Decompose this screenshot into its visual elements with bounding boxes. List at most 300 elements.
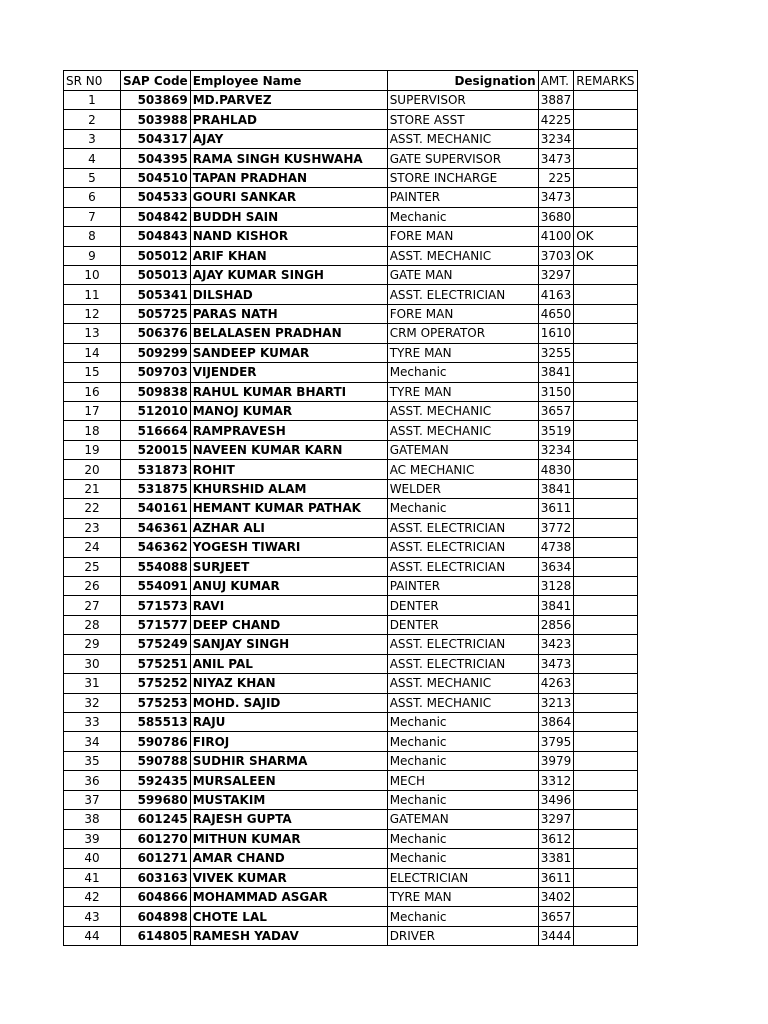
cell-employee-name: CHOTE LAL — [190, 907, 387, 926]
cell-sap-code: 546361 — [121, 518, 191, 537]
cell-amount: 4225 — [538, 110, 574, 129]
cell-amount: 3473 — [538, 188, 574, 207]
cell-sr-no: 42 — [64, 887, 121, 906]
cell-sap-code: 592435 — [121, 771, 191, 790]
cell-sr-no: 39 — [64, 829, 121, 848]
cell-amount: 3473 — [538, 149, 574, 168]
cell-amount: 3657 — [538, 402, 574, 421]
table-row — [64, 693, 638, 712]
cell-amount: 3612 — [538, 829, 574, 848]
cell-sap-code: 604898 — [121, 907, 191, 926]
cell-sr-no: 3 — [64, 129, 121, 148]
cell-remarks — [574, 304, 637, 323]
cell-designation: Mechanic — [387, 732, 538, 751]
cell-designation: ASST. MECHANIC — [387, 421, 538, 440]
table-row — [64, 129, 638, 148]
cell-sap-code: 590788 — [121, 751, 191, 770]
cell-employee-name: MURSALEEN — [190, 771, 387, 790]
cell-designation: GATEMAN — [387, 810, 538, 829]
cell-sr-no: 29 — [64, 635, 121, 654]
cell-remarks — [574, 868, 637, 887]
cell-employee-name: VIJENDER — [190, 363, 387, 382]
cell-amount: 3423 — [538, 635, 574, 654]
cell-sap-code: 506376 — [121, 324, 191, 343]
table-row — [64, 421, 638, 440]
cell-sap-code: 504533 — [121, 188, 191, 207]
cell-remarks — [574, 188, 637, 207]
cell-designation: AC MECHANIC — [387, 460, 538, 479]
cell-employee-name: NIYAZ KHAN — [190, 674, 387, 693]
table-row — [64, 207, 638, 226]
cell-sr-no: 44 — [64, 926, 121, 945]
cell-sr-no: 36 — [64, 771, 121, 790]
cell-designation: ASST. ELECTRICIAN — [387, 538, 538, 557]
cell-sr-no: 11 — [64, 285, 121, 304]
header-designation: Designation — [387, 71, 538, 91]
cell-sap-code: 554091 — [121, 576, 191, 595]
cell-employee-name: KHURSHID ALAM — [190, 479, 387, 498]
cell-sr-no: 35 — [64, 751, 121, 770]
cell-employee-name: ARIF KHAN — [190, 246, 387, 265]
table-row — [64, 382, 638, 401]
cell-designation: Mechanic — [387, 713, 538, 732]
cell-amount: 4650 — [538, 304, 574, 323]
cell-sap-code: 601270 — [121, 829, 191, 848]
cell-amount: 4263 — [538, 674, 574, 693]
cell-sap-code: 531875 — [121, 479, 191, 498]
cell-remarks — [574, 635, 637, 654]
cell-employee-name: BELALASEN PRADHAN — [190, 324, 387, 343]
cell-designation: WELDER — [387, 479, 538, 498]
cell-sr-no: 19 — [64, 440, 121, 459]
cell-designation: DENTER — [387, 615, 538, 634]
cell-amount: 2856 — [538, 615, 574, 634]
cell-remarks — [574, 771, 637, 790]
cell-amount: 3841 — [538, 596, 574, 615]
cell-amount: 3703 — [538, 246, 574, 265]
cell-remarks — [574, 207, 637, 226]
cell-sap-code: 575251 — [121, 654, 191, 673]
cell-sr-no: 12 — [64, 304, 121, 323]
cell-sap-code: 571573 — [121, 596, 191, 615]
cell-remarks — [574, 285, 637, 304]
table-row — [64, 304, 638, 323]
table-row — [64, 654, 638, 673]
cell-sap-code: 505013 — [121, 265, 191, 284]
table-row — [64, 887, 638, 906]
cell-amount: 225 — [538, 168, 574, 187]
cell-remarks — [574, 810, 637, 829]
cell-sr-no: 7 — [64, 207, 121, 226]
header-row — [64, 71, 638, 91]
cell-sr-no: 27 — [64, 596, 121, 615]
cell-sap-code: 516664 — [121, 421, 191, 440]
cell-designation: ASST. MECHANIC — [387, 674, 538, 693]
cell-amount: 3213 — [538, 693, 574, 712]
table-row — [64, 285, 638, 304]
cell-remarks — [574, 557, 637, 576]
table-row — [64, 188, 638, 207]
cell-sr-no: 8 — [64, 227, 121, 246]
cell-sr-no: 21 — [64, 479, 121, 498]
cell-remarks — [574, 538, 637, 557]
cell-sr-no: 28 — [64, 615, 121, 634]
cell-amount: 4100 — [538, 227, 574, 246]
cell-sr-no: 43 — [64, 907, 121, 926]
table-row — [64, 790, 638, 809]
cell-sap-code: 575252 — [121, 674, 191, 693]
cell-designation: ASST. MECHANIC — [387, 246, 538, 265]
cell-designation: TYRE MAN — [387, 382, 538, 401]
cell-sap-code: 590786 — [121, 732, 191, 751]
cell-remarks — [574, 363, 637, 382]
cell-amount: 3473 — [538, 654, 574, 673]
table-row — [64, 343, 638, 362]
cell-remarks — [574, 713, 637, 732]
cell-employee-name: PRAHLAD — [190, 110, 387, 129]
table-row — [64, 907, 638, 926]
cell-employee-name: SURJEET — [190, 557, 387, 576]
cell-sap-code: 546362 — [121, 538, 191, 557]
cell-amount: 4163 — [538, 285, 574, 304]
cell-designation: ASST. ELECTRICIAN — [387, 635, 538, 654]
table-row — [64, 402, 638, 421]
cell-sap-code: 601271 — [121, 849, 191, 868]
cell-employee-name: SANDEEP KUMAR — [190, 343, 387, 362]
cell-amount: 3150 — [538, 382, 574, 401]
cell-remarks — [574, 926, 637, 945]
table-row — [64, 849, 638, 868]
cell-sr-no: 33 — [64, 713, 121, 732]
cell-employee-name: NAND KISHOR — [190, 227, 387, 246]
cell-designation: DRIVER — [387, 926, 538, 945]
cell-designation: DENTER — [387, 596, 538, 615]
cell-designation: SUPERVISOR — [387, 91, 538, 110]
cell-sr-no: 16 — [64, 382, 121, 401]
cell-sap-code: 504317 — [121, 129, 191, 148]
table-row — [64, 810, 638, 829]
cell-sr-no: 24 — [64, 538, 121, 557]
cell-sap-code: 599680 — [121, 790, 191, 809]
cell-sr-no: 18 — [64, 421, 121, 440]
cell-designation: CRM OPERATOR — [387, 324, 538, 343]
cell-designation: GATE MAN — [387, 265, 538, 284]
cell-sr-no: 26 — [64, 576, 121, 595]
cell-sr-no: 30 — [64, 654, 121, 673]
table-row — [64, 751, 638, 770]
cell-employee-name: RAVI — [190, 596, 387, 615]
cell-sap-code: 575253 — [121, 693, 191, 712]
cell-amount: 3297 — [538, 810, 574, 829]
cell-sr-no: 37 — [64, 790, 121, 809]
cell-remarks: OK — [574, 246, 637, 265]
cell-designation: ASST. MECHANIC — [387, 402, 538, 421]
cell-employee-name: MUSTAKIM — [190, 790, 387, 809]
cell-designation: STORE ASST — [387, 110, 538, 129]
cell-remarks — [574, 421, 637, 440]
cell-remarks — [574, 91, 637, 110]
cell-sr-no: 4 — [64, 149, 121, 168]
cell-designation: PAINTER — [387, 576, 538, 595]
cell-designation: TYRE MAN — [387, 343, 538, 362]
cell-amount: 3841 — [538, 479, 574, 498]
cell-remarks — [574, 324, 637, 343]
table-row — [64, 110, 638, 129]
cell-remarks — [574, 907, 637, 926]
cell-designation: ASST. ELECTRICIAN — [387, 285, 538, 304]
cell-sr-no: 23 — [64, 518, 121, 537]
cell-sap-code: 575249 — [121, 635, 191, 654]
cell-sap-code: 503869 — [121, 91, 191, 110]
cell-sap-code: 604866 — [121, 887, 191, 906]
cell-sr-no: 32 — [64, 693, 121, 712]
cell-designation: TYRE MAN — [387, 887, 538, 906]
cell-employee-name: HEMANT KUMAR PATHAK — [190, 499, 387, 518]
cell-remarks — [574, 615, 637, 634]
cell-amount: 3444 — [538, 926, 574, 945]
cell-designation: Mechanic — [387, 790, 538, 809]
cell-amount: 3312 — [538, 771, 574, 790]
table-row — [64, 460, 638, 479]
cell-sap-code: 571577 — [121, 615, 191, 634]
table-row — [64, 168, 638, 187]
table-row — [64, 499, 638, 518]
cell-sr-no: 13 — [64, 324, 121, 343]
cell-employee-name: GOURI SANKAR — [190, 188, 387, 207]
cell-sr-no: 34 — [64, 732, 121, 751]
cell-amount: 3795 — [538, 732, 574, 751]
cell-amount: 3634 — [538, 557, 574, 576]
cell-amount: 3234 — [538, 129, 574, 148]
cell-amount: 3657 — [538, 907, 574, 926]
cell-designation: ASST. MECHANIC — [387, 693, 538, 712]
header-employee-name: Employee Name — [190, 71, 387, 91]
table-row — [64, 538, 638, 557]
cell-designation: ELECTRICIAN — [387, 868, 538, 887]
table-row — [64, 518, 638, 537]
cell-sr-no: 25 — [64, 557, 121, 576]
header-sr-no: SR N0 — [64, 71, 121, 91]
cell-amount: 1610 — [538, 324, 574, 343]
cell-sap-code: 505725 — [121, 304, 191, 323]
cell-employee-name: MOHAMMAD ASGAR — [190, 887, 387, 906]
cell-amount: 3841 — [538, 363, 574, 382]
cell-remarks — [574, 518, 637, 537]
cell-employee-name: RAMESH YADAV — [190, 926, 387, 945]
table-row — [64, 596, 638, 615]
table-row — [64, 674, 638, 693]
cell-employee-name: BUDDH SAIN — [190, 207, 387, 226]
cell-designation: FORE MAN — [387, 227, 538, 246]
cell-designation: GATEMAN — [387, 440, 538, 459]
table-row — [64, 732, 638, 751]
cell-sr-no: 2 — [64, 110, 121, 129]
cell-sap-code: 509838 — [121, 382, 191, 401]
cell-remarks — [574, 343, 637, 362]
cell-employee-name: MOHD. SAJID — [190, 693, 387, 712]
cell-designation: MECH — [387, 771, 538, 790]
cell-sr-no: 20 — [64, 460, 121, 479]
cell-remarks — [574, 382, 637, 401]
cell-remarks — [574, 499, 637, 518]
cell-designation: ASST. ELECTRICIAN — [387, 518, 538, 537]
cell-remarks — [574, 654, 637, 673]
cell-amount: 3864 — [538, 713, 574, 732]
cell-sr-no: 31 — [64, 674, 121, 693]
table-row — [64, 576, 638, 595]
cell-sap-code: 520015 — [121, 440, 191, 459]
cell-designation: ASST. ELECTRICIAN — [387, 654, 538, 673]
header-remarks: REMARKS — [574, 71, 637, 91]
cell-remarks — [574, 168, 637, 187]
cell-employee-name: PARAS NATH — [190, 304, 387, 323]
cell-designation: Mechanic — [387, 499, 538, 518]
table-row — [64, 713, 638, 732]
cell-employee-name: AJAY KUMAR SINGH — [190, 265, 387, 284]
cell-amount: 4830 — [538, 460, 574, 479]
table-row — [64, 829, 638, 848]
cell-employee-name: VIVEK KUMAR — [190, 868, 387, 887]
cell-amount: 3297 — [538, 265, 574, 284]
cell-sr-no: 1 — [64, 91, 121, 110]
cell-sap-code: 503988 — [121, 110, 191, 129]
cell-remarks — [574, 479, 637, 498]
cell-sr-no: 6 — [64, 188, 121, 207]
cell-designation: ASST. MECHANIC — [387, 129, 538, 148]
cell-sap-code: 504842 — [121, 207, 191, 226]
cell-remarks — [574, 402, 637, 421]
table-row — [64, 868, 638, 887]
cell-designation: FORE MAN — [387, 304, 538, 323]
cell-sap-code: 531873 — [121, 460, 191, 479]
cell-employee-name: AMAR CHAND — [190, 849, 387, 868]
cell-amount: 3402 — [538, 887, 574, 906]
cell-sap-code: 601245 — [121, 810, 191, 829]
cell-sap-code: 504843 — [121, 227, 191, 246]
cell-sr-no: 15 — [64, 363, 121, 382]
cell-designation: ASST. ELECTRICIAN — [387, 557, 538, 576]
table-row — [64, 635, 638, 654]
cell-amount: 3680 — [538, 207, 574, 226]
cell-sr-no: 9 — [64, 246, 121, 265]
cell-sap-code: 504510 — [121, 168, 191, 187]
cell-sr-no: 38 — [64, 810, 121, 829]
cell-employee-name: DILSHAD — [190, 285, 387, 304]
cell-designation: Mechanic — [387, 849, 538, 868]
cell-sap-code: 614805 — [121, 926, 191, 945]
cell-amount: 3887 — [538, 91, 574, 110]
cell-designation: Mechanic — [387, 907, 538, 926]
table-row — [64, 91, 638, 110]
cell-remarks — [574, 790, 637, 809]
cell-sr-no: 14 — [64, 343, 121, 362]
cell-remarks — [574, 596, 637, 615]
cell-remarks — [574, 887, 637, 906]
header-amount: AMT. — [538, 71, 574, 91]
table-row — [64, 246, 638, 265]
cell-amount: 3234 — [538, 440, 574, 459]
cell-amount: 3979 — [538, 751, 574, 770]
cell-employee-name: SUDHIR SHARMA — [190, 751, 387, 770]
cell-amount: 3772 — [538, 518, 574, 537]
cell-employee-name: SANJAY SINGH — [190, 635, 387, 654]
cell-sr-no: 10 — [64, 265, 121, 284]
cell-designation: STORE INCHARGE — [387, 168, 538, 187]
cell-employee-name: MD.PARVEZ — [190, 91, 387, 110]
table-row — [64, 771, 638, 790]
table-row — [64, 557, 638, 576]
cell-employee-name: ANUJ KUMAR — [190, 576, 387, 595]
cell-employee-name: RAMPRAVESH — [190, 421, 387, 440]
cell-sr-no: 22 — [64, 499, 121, 518]
cell-sap-code: 504395 — [121, 149, 191, 168]
cell-employee-name: RAJU — [190, 713, 387, 732]
cell-employee-name: RAMA SINGH KUSHWAHA — [190, 149, 387, 168]
cell-sr-no: 40 — [64, 849, 121, 868]
table-row — [64, 926, 638, 945]
cell-sr-no: 5 — [64, 168, 121, 187]
cell-employee-name: RAJESH GUPTA — [190, 810, 387, 829]
cell-designation: GATE SUPERVISOR — [387, 149, 538, 168]
cell-designation: PAINTER — [387, 188, 538, 207]
table-row — [64, 363, 638, 382]
cell-amount: 3611 — [538, 499, 574, 518]
cell-remarks — [574, 751, 637, 770]
cell-amount: 3381 — [538, 849, 574, 868]
cell-sr-no: 41 — [64, 868, 121, 887]
cell-sap-code: 512010 — [121, 402, 191, 421]
cell-employee-name: DEEP CHAND — [190, 615, 387, 634]
cell-sap-code: 509703 — [121, 363, 191, 382]
cell-employee-name: MITHUN KUMAR — [190, 829, 387, 848]
cell-designation: Mechanic — [387, 751, 538, 770]
cell-amount: 4738 — [538, 538, 574, 557]
header-sap-code: SAP Code — [121, 71, 191, 91]
table-row — [64, 265, 638, 284]
cell-employee-name: TAPAN PRADHAN — [190, 168, 387, 187]
table-row — [64, 479, 638, 498]
cell-remarks — [574, 110, 637, 129]
cell-designation: Mechanic — [387, 363, 538, 382]
table-row — [64, 615, 638, 634]
cell-remarks — [574, 149, 637, 168]
cell-employee-name: RAHUL KUMAR BHARTI — [190, 382, 387, 401]
cell-remarks — [574, 576, 637, 595]
cell-employee-name: ROHIT — [190, 460, 387, 479]
cell-employee-name: ANIL PAL — [190, 654, 387, 673]
cell-sap-code: 540161 — [121, 499, 191, 518]
table-row — [64, 149, 638, 168]
cell-employee-name: YOGESH TIWARI — [190, 538, 387, 557]
cell-remarks — [574, 849, 637, 868]
cell-remarks — [574, 674, 637, 693]
cell-sr-no: 17 — [64, 402, 121, 421]
table-row — [64, 324, 638, 343]
cell-employee-name: FIROJ — [190, 732, 387, 751]
cell-remarks — [574, 129, 637, 148]
cell-remarks — [574, 829, 637, 848]
cell-designation: Mechanic — [387, 829, 538, 848]
cell-amount: 3519 — [538, 421, 574, 440]
cell-remarks — [574, 732, 637, 751]
cell-amount: 3128 — [538, 576, 574, 595]
cell-remarks — [574, 693, 637, 712]
cell-sap-code: 585513 — [121, 713, 191, 732]
cell-amount: 3255 — [538, 343, 574, 362]
cell-remarks: OK — [574, 227, 637, 246]
table-row — [64, 440, 638, 459]
cell-amount: 3496 — [538, 790, 574, 809]
